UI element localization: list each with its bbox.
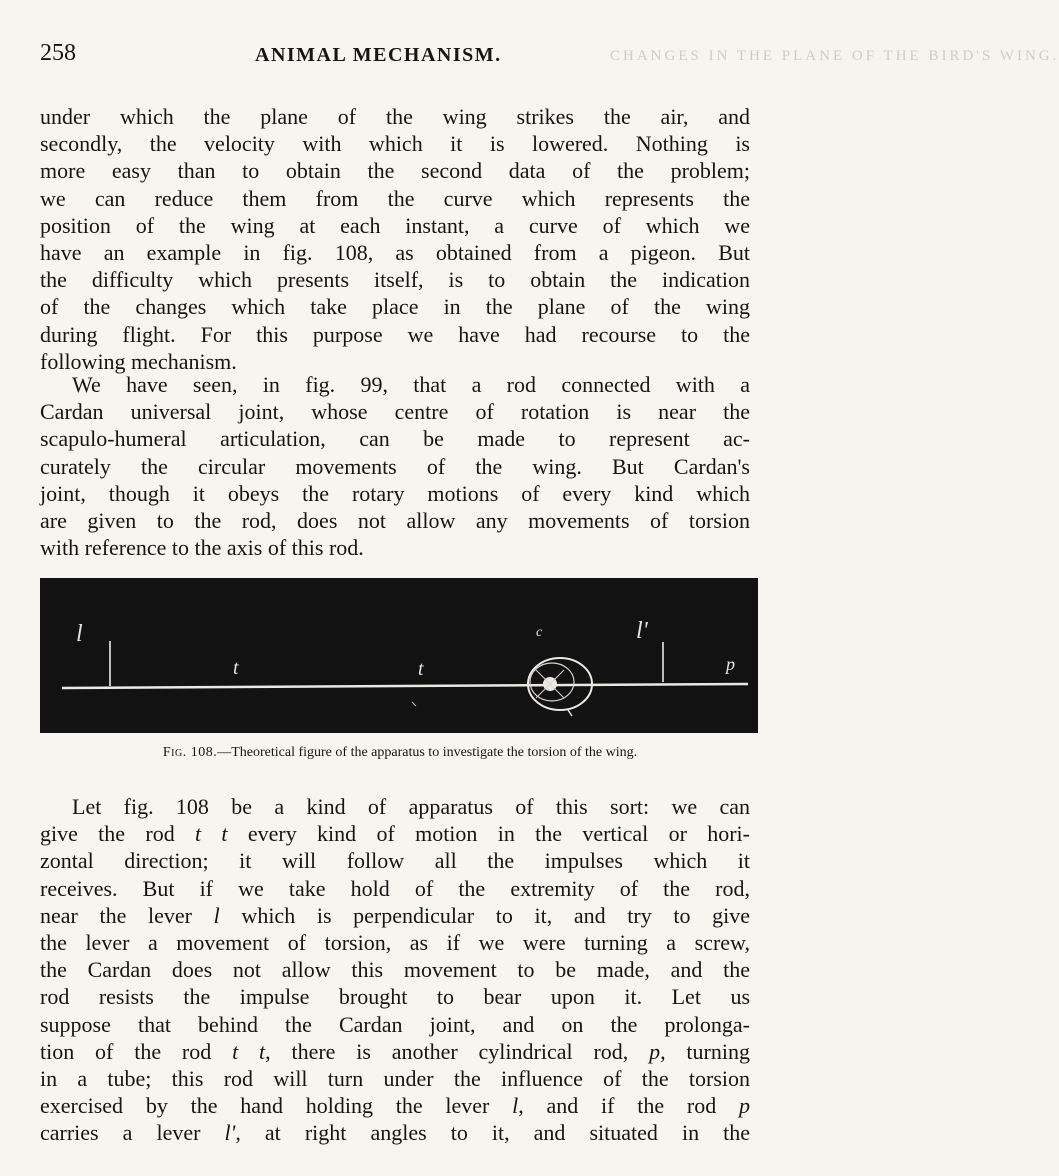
label-p: p xyxy=(726,654,735,674)
label-l-prime: l' xyxy=(636,618,648,644)
apparatus-drawing xyxy=(40,578,758,733)
bleed-through-text: CHANGES IN THE PLANE OF THE BIRD'S WING. xyxy=(610,48,1059,64)
paragraph-1 xyxy=(40,103,750,375)
paragraph-line: exercised by the hand holding the lever l, and if the rod p xyxy=(40,1093,750,1119)
paragraph-line: the lever a movement of torsion, as if we were turning a screw, xyxy=(40,930,750,956)
paragraph-line: tion of the rod t t, there is another cylindrical rod, p, turning xyxy=(40,1038,750,1064)
page-number: 258 xyxy=(40,40,76,66)
label-l: l xyxy=(76,621,83,647)
paragraph-2 xyxy=(40,371,750,561)
caption-label: Fig. 108. xyxy=(162,745,218,760)
paragraph-line: in a tube; this rod will turn under the influence of the torsion xyxy=(40,1066,750,1092)
paragraph-line: near the lever l which is perpendicular to it, and try to give xyxy=(40,902,751,928)
page-header xyxy=(40,40,760,74)
caption-text: —Theoretical figure of the apparatus to investigate the torsion of the wing. xyxy=(217,745,638,760)
rod-line xyxy=(62,684,748,688)
label-t-right: t xyxy=(418,658,424,680)
figure-108 xyxy=(40,578,758,733)
paragraph-line: Let fig. 108 be a kind of apparatus of this sort: we can xyxy=(72,794,750,819)
paragraph-line: scapulo-humeral articulation, can be made to represent ac- xyxy=(40,426,750,452)
paragraph-line: with reference to the axis of this rod. xyxy=(40,535,364,561)
paragraph-line: have an example in fig. 108, as obtained from a pigeon. But xyxy=(40,240,750,266)
figure-caption xyxy=(80,744,720,761)
paragraph-line: position of the wing at each instant, a curve of which we xyxy=(40,212,750,238)
paragraph-line: suppose that behind the Cardan joint, and on the prolonga- xyxy=(40,1011,750,1037)
paragraph-line: under which the plane of the wing strikes the air, and xyxy=(40,104,750,129)
paragraph-line: the difficulty which presents itself, is to obtain the indication xyxy=(40,267,750,293)
paragraph-line: give the rod t t every kind of motion in the vertical or hori- xyxy=(40,821,750,847)
running-title: ANIMAL MECHANISM. xyxy=(255,44,502,66)
paragraph-line: following mechanism. xyxy=(40,348,237,374)
paragraph-line: we can reduce them from the curve which represents the xyxy=(40,185,750,211)
paragraph-line: Cardan universal joint, whose centre of rotation is near the xyxy=(40,399,750,425)
paragraph-line: curately the circular movements of the wing. But Cardan's xyxy=(40,453,750,479)
paragraph-line: rod resists the impulse brought to bear upon it. Let us xyxy=(40,984,750,1010)
paragraph-line: carries a lever l', at right angles to it, and situated in the xyxy=(40,1120,751,1146)
paragraph-line: the Cardan does not allow this movement to be made, and the xyxy=(40,957,750,983)
paragraph-line: of the changes which take place in the plane of the wing xyxy=(40,294,750,320)
label-c: c xyxy=(536,625,543,640)
paragraph-line: more easy than to obtain the second data of the problem; xyxy=(40,158,750,184)
paragraph-line: We have seen, in fig. 99, that a rod connected with a xyxy=(72,372,750,397)
paragraph-line: joint, though it obeys the rotary motions of every kind which xyxy=(40,480,750,506)
paragraph-line: zontal direction; it will follow all the impulses which it xyxy=(40,848,750,874)
paragraph-line: secondly, the velocity with which it is lowered. Nothing is xyxy=(40,131,750,157)
paragraph-line: during flight. For this purpose we have had recourse to the xyxy=(40,321,750,347)
paragraph-line: receives. But if we take hold of the extremity of the rod, xyxy=(40,875,750,901)
paragraph-line: are given to the rod, does not allow any movements of torsion xyxy=(40,508,750,534)
paragraph-3 xyxy=(40,793,750,1147)
label-t-left: t xyxy=(233,657,239,679)
